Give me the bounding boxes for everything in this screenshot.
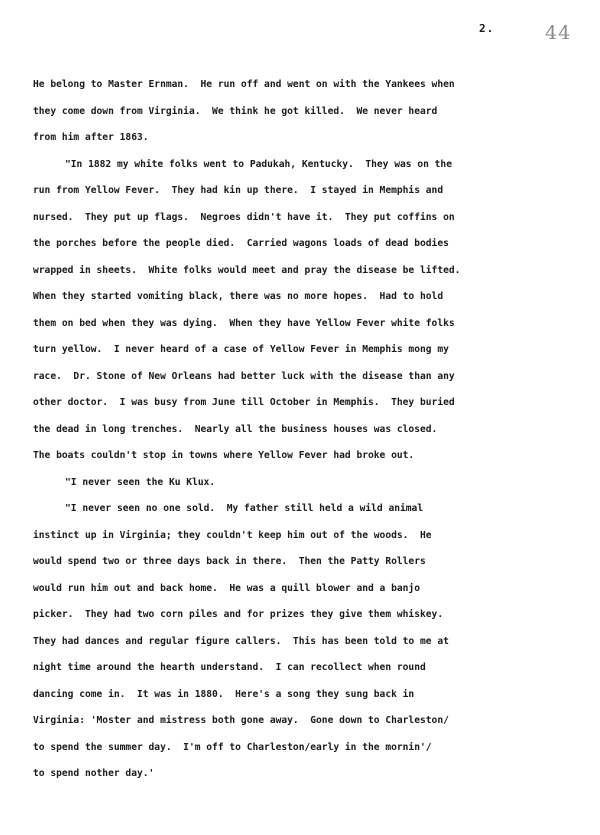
text-line: wrapped in sheets. White folks would meet and pray the disease be lifted. bbox=[33, 264, 461, 276]
text-line: to spend nother day.' bbox=[33, 768, 155, 779]
text-line: from him after 1863. bbox=[33, 132, 149, 143]
text-line: race. Dr. Stone of New Orleans had better luck with the disease than any bbox=[33, 370, 455, 382]
text-line: to spend the summer day. I'm off to Charleston/early in the mornin'/ bbox=[33, 741, 432, 753]
handwritten-page-number: 44 bbox=[545, 22, 572, 44]
text-line: When they started vomiting black, there was no more hopes. Had to hold bbox=[33, 291, 444, 302]
text-line: the dead in long trenches. Nearly all the business houses was closed. bbox=[33, 423, 438, 435]
text-line: would run him out and back home. He was a quill blower and a banjo bbox=[33, 582, 420, 594]
text-line: them on bed when they was dying. When they have Yellow Fever white folks bbox=[33, 317, 455, 329]
text-line: run from Yellow Fever. They had kin up there. I stayed in Memphis and bbox=[33, 185, 444, 196]
text-line: they come down from Virginia. We think he got killed. We never heard bbox=[33, 105, 438, 117]
text-line: would spend two or three days back in there. Then the Patty Rollers bbox=[33, 556, 426, 567]
text-line: instinct up in Virginia; they couldn't keep him out of the woods. He bbox=[33, 529, 432, 541]
text-line: the porches before the people died. Carried wagons loads of dead bodies bbox=[33, 238, 449, 249]
text-line: turn yellow. I never heard of a case of Yellow Fever in Memphis mong my bbox=[33, 344, 449, 355]
text-line: night time around the hearth understand. I can recollect when round bbox=[33, 662, 426, 673]
text-line: nursed. They put up flags. Negroes didn't have it. They put coffins on bbox=[33, 211, 455, 223]
text-line: The boats couldn't stop in towns where Yellow Fever had broke out. bbox=[33, 450, 415, 461]
text-line: "In 1882 my white folks went to Padukah, Kentucky. They was on the bbox=[65, 158, 452, 170]
document-body bbox=[33, 72, 593, 788]
text-line: "I never seen no one sold. My father still held a wild animal bbox=[65, 503, 424, 514]
text-line: picker. They had two corn piles and for prizes they give them whiskey. bbox=[33, 609, 444, 620]
text-line: He belong to Master Ernman. He run off and went on with the Yankees when bbox=[33, 79, 455, 90]
text-line: dancing come in. It was in 1880. Here's a song they sung back in bbox=[33, 688, 415, 700]
text-line: They had dances and regular figure callers. This has been told to me at bbox=[33, 635, 449, 647]
text-line: other doctor. I was busy from June till October in Memphis. They buried bbox=[33, 397, 455, 408]
text-line: Virginia: 'Moster and mistress both gone away. Gone down to Charleston/ bbox=[33, 715, 449, 726]
text-line: "I never seen the Ku Klux. bbox=[65, 476, 216, 488]
page-number: 2. bbox=[479, 22, 495, 35]
